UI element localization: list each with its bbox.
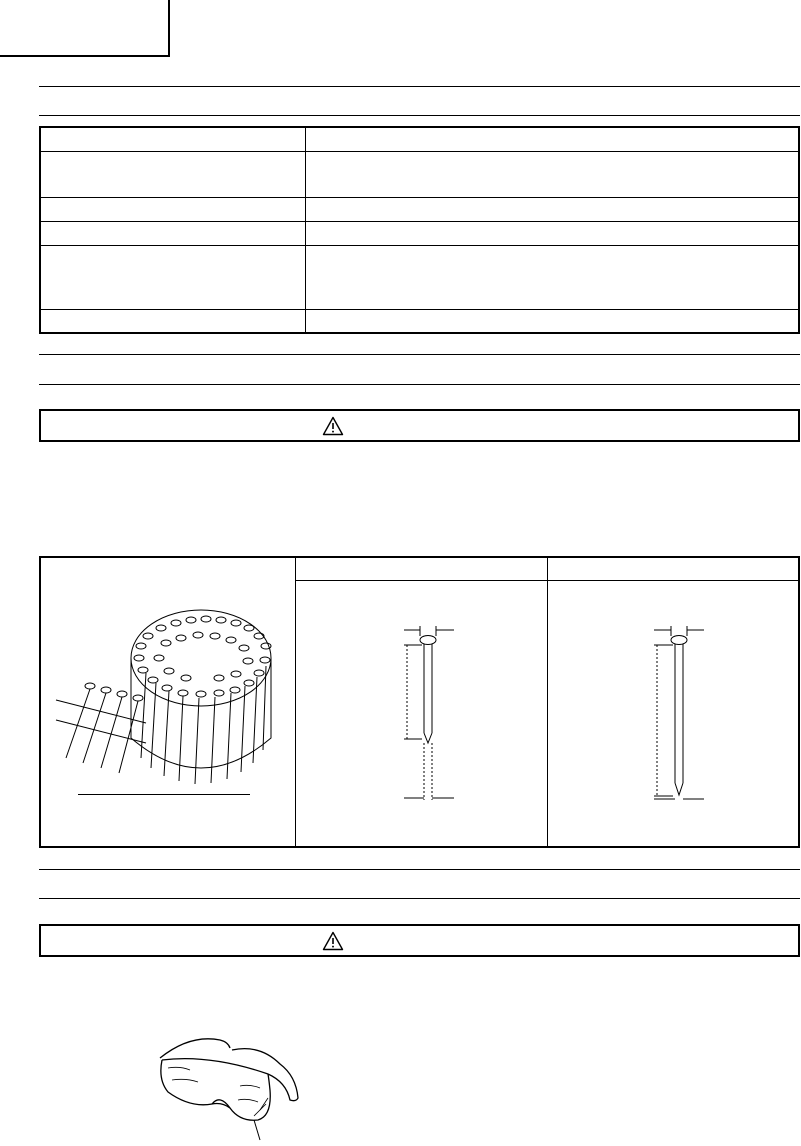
spec-label — [40, 309, 305, 333]
warning-box — [39, 409, 800, 442]
spec-value — [305, 197, 799, 221]
spec-value — [305, 309, 799, 333]
warning-triangle-icon — [322, 416, 344, 436]
spec-label — [40, 127, 305, 151]
table-row — [40, 245, 799, 309]
spec-value — [305, 245, 799, 309]
spec-label — [40, 245, 305, 309]
warning-box — [39, 924, 800, 957]
safety-glasses-icon — [150, 1030, 310, 1142]
corner-tab — [0, 0, 170, 57]
panel-divider — [547, 558, 548, 846]
table-row — [40, 197, 799, 221]
panel-header-rule — [295, 580, 800, 581]
section-rule — [39, 86, 800, 87]
spec-value — [305, 127, 799, 151]
nail-dimension-icon — [399, 618, 489, 808]
warning-triangle-icon — [322, 931, 344, 951]
spec-label — [40, 151, 305, 197]
table-row — [40, 127, 799, 151]
spec-label — [40, 197, 305, 221]
nails-panel — [39, 556, 800, 848]
spec-value — [305, 221, 799, 245]
section-rule — [39, 384, 800, 385]
nail-dimension-icon — [649, 618, 739, 808]
spec-label — [40, 221, 305, 245]
section-rule — [39, 898, 800, 899]
section-rule — [39, 115, 800, 116]
table-row — [40, 151, 799, 197]
table-row — [40, 309, 799, 333]
section-rule — [39, 869, 800, 870]
caption-rule — [78, 794, 250, 795]
table-row — [40, 221, 799, 245]
spec-value — [305, 151, 799, 197]
specifications-table — [39, 126, 800, 334]
panel-divider — [295, 558, 296, 846]
section-rule — [39, 354, 800, 355]
